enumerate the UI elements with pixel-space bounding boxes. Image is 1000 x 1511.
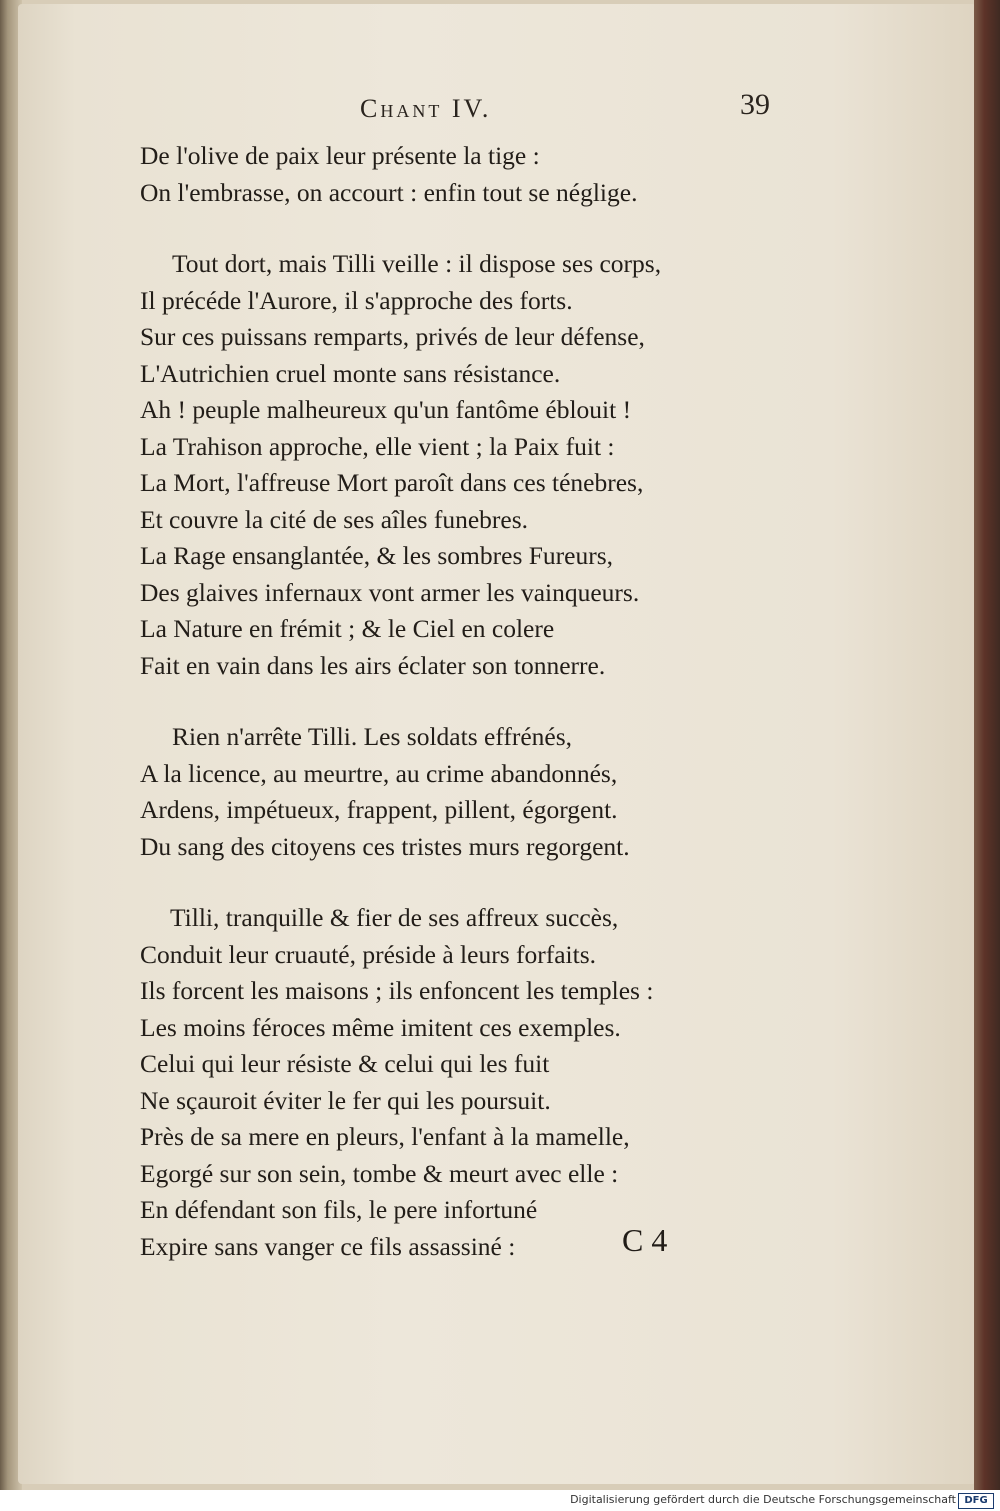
signature-mark: C 4	[622, 1222, 668, 1258]
stanza	[140, 138, 780, 211]
page-header	[140, 88, 780, 138]
stanza	[140, 900, 780, 1265]
verse-line: Sur ces puissans remparts, privés de leur défense,	[140, 322, 645, 351]
verse-line: La Mort, l'affreuse Mort paroît dans ces ténebres,	[140, 468, 644, 497]
verse-line: Rien n'arrête Tilli. Les soldats effrénés,	[172, 722, 573, 751]
verse-line: Il précéde l'Aurore, il s'approche des forts.	[140, 285, 573, 315]
verse-line: Ils forcent les maisons ; ils enfoncent les temples :	[140, 976, 654, 1005]
dfg-logo[interactable]: DFG	[958, 1493, 994, 1509]
verse-line: Du sang des citoyens ces tristes murs regorgent.	[140, 831, 630, 861]
page-number: 39	[740, 88, 770, 121]
verse-line: Des glaives infernaux vont armer les vainqueurs.	[140, 577, 640, 607]
verse-line: Celui qui leur résiste & celui qui les fuit	[140, 1049, 550, 1078]
verse-line: A la licence, au meurtre, au crime abandonnés,	[140, 758, 618, 788]
verse-line: La Rage ensanglantée, & les sombres Fureurs,	[140, 541, 614, 570]
verse-line: Ardens, impétueux, frappent, pillent, égorgent.	[140, 795, 618, 824]
verse-line: Les moins féroces même imitent ces exemples.	[140, 1012, 621, 1042]
verse-line: Ah ! peuple malheureux qu'un fantôme éblouit !	[140, 395, 632, 424]
verse-line: L'Autrichien cruel monte sans résistance.	[140, 358, 561, 388]
stanza	[140, 246, 780, 684]
poem-text	[140, 138, 780, 1265]
verse-line: Tout dort, mais Tilli veille : il dispose ses corps,	[172, 249, 662, 278]
stanza	[140, 719, 780, 865]
verse-line: Et couvre la cité de ses aîles funebres.	[140, 504, 529, 534]
digitization-footer	[0, 1490, 1000, 1511]
verse-line: Egorgé sur son sein, tombe & meurt avec elle :	[140, 1158, 619, 1188]
verse-line: Près de sa mere en pleurs, l'enfant à la mamelle,	[140, 1122, 630, 1151]
verse-line: Fait en vain dans les airs éclater son tonnerre.	[140, 650, 606, 680]
verse-line: Conduit leur cruauté, préside à leurs forfaits.	[140, 939, 597, 969]
funding-credit: Digitalisierung gefördert durch die Deutsche Forschungsgemeinschaft	[570, 1493, 956, 1506]
verse-line: On l'embrasse, on accourt : enfin tout se néglige.	[140, 177, 638, 207]
verse-line: En défendant son fils, le pere infortuné	[140, 1195, 538, 1224]
running-head: Chant IV.	[360, 94, 492, 123]
book-cover-edge	[974, 0, 1000, 1490]
verse-line: De l'olive de paix leur présente la tige :	[140, 141, 540, 170]
verse-line: Tilli, tranquille & fier de ses affreux succès,	[170, 903, 619, 932]
verse-line: La Nature en frémit ; & le Ciel en colere	[140, 614, 555, 643]
verse-line: Expire sans vanger ce fils assassiné :	[140, 1231, 516, 1261]
verse-line: Ne sçauroit éviter le fer qui les poursuit.	[140, 1085, 551, 1115]
verse-line: La Trahison approche, elle vient ; la Paix fuit :	[140, 431, 615, 461]
